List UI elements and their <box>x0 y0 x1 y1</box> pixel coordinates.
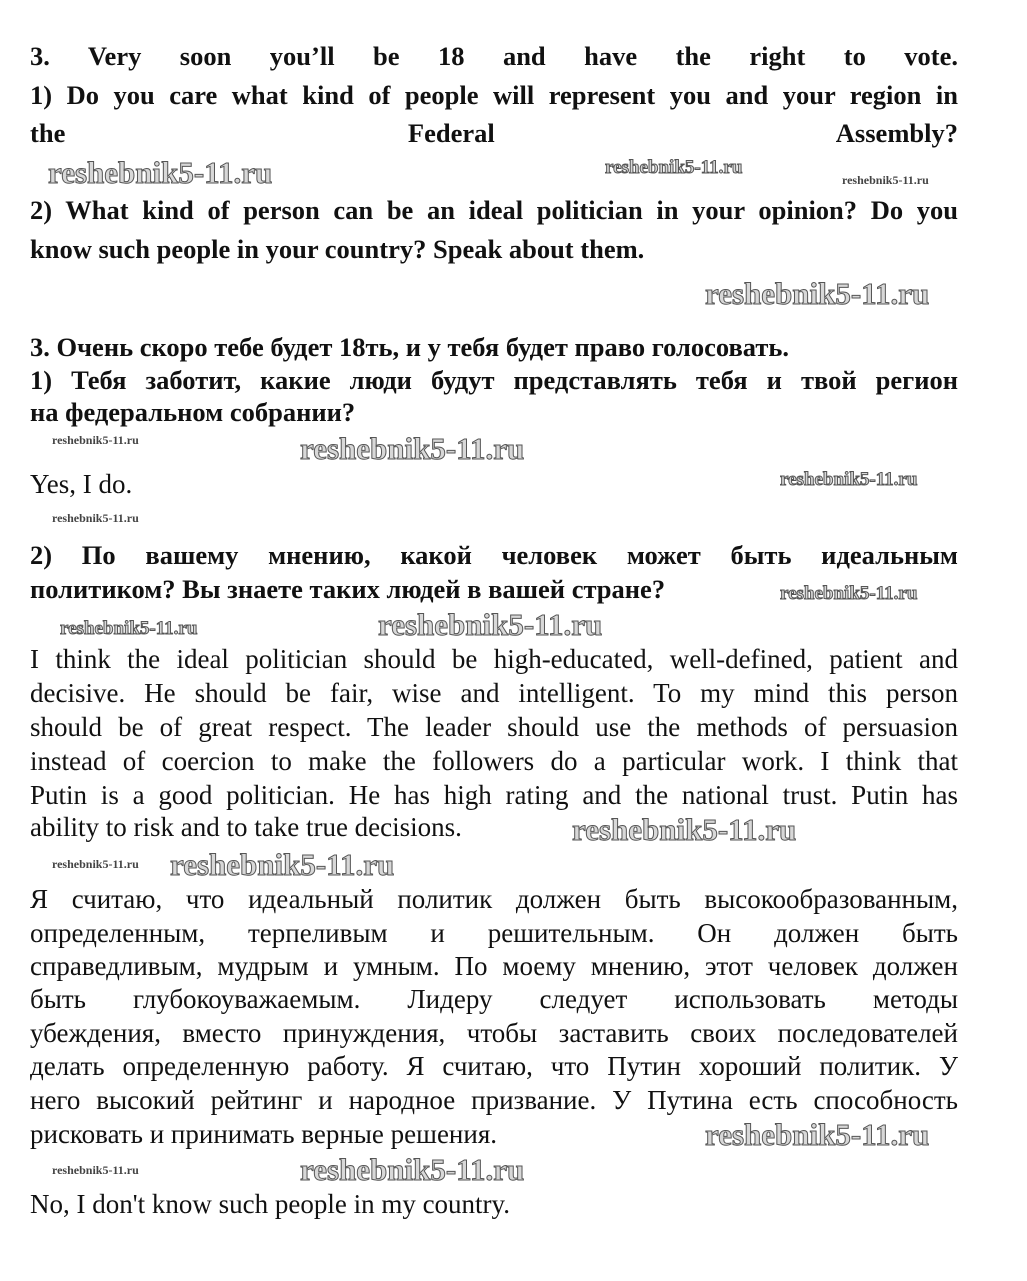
text-line: убеждения, вместо принуждения, чтобы заставить своих последователей <box>30 1018 958 1048</box>
watermark: reshebnik5-11.ru <box>48 155 273 190</box>
text-line: Yes, I do. <box>30 469 133 499</box>
text-line: справедливым, мудрым и умным. По моему мнению, этот человек должен <box>30 951 958 981</box>
text-line: should be of great respect. The leader should use the methods of persuasion <box>30 712 958 742</box>
text-line: быть глубокоуважаемым. Лидеру следует использовать методы <box>30 984 958 1014</box>
text-line: него высокий рейтинг и народное призвание. У Путина есть способность <box>30 1085 958 1115</box>
watermark: reshebnik5-11.ru <box>170 847 395 882</box>
watermark: reshebnik5-11.ru <box>705 276 930 311</box>
watermark: reshebnik5-11.ru <box>52 511 139 525</box>
text-line: the Federal Assembly? <box>30 118 958 148</box>
text-line: No, I don't know such people in my country. <box>30 1189 511 1219</box>
text-line: 2) По вашему мнению, какой человек может быть идеальным <box>30 540 958 570</box>
watermark: reshebnik5-11.ru <box>705 1117 930 1152</box>
watermark: reshebnik5-11.ru <box>52 857 139 871</box>
watermark: reshebnik5-11.ru <box>780 469 918 490</box>
text-line: instead of coercion to make the followers do a particular work. I think that <box>30 746 958 776</box>
watermark: reshebnik5-11.ru <box>378 607 603 642</box>
text-line: Putin is a good politician. He has high rating and the national trust. Putin has <box>30 780 958 810</box>
watermark: reshebnik5-11.ru <box>842 173 929 187</box>
watermark: reshebnik5-11.ru <box>300 431 525 466</box>
text-line: делать определенную работу. Я считаю, что Путин хороший политик. У <box>30 1051 958 1081</box>
watermark: reshebnik5-11.ru <box>300 1152 525 1187</box>
text-line: 3. Very soon you’ll be 18 and have the right to vote. <box>30 41 958 71</box>
watermark: reshebnik5-11.ru <box>780 583 918 604</box>
text-line: 1) Do you care what kind of people will represent you and your region in <box>30 80 958 110</box>
text-line: на федеральном собрании? <box>30 397 356 427</box>
watermark: reshebnik5-11.ru <box>52 1163 139 1177</box>
text-line: рисковать и принимать верные решения. <box>30 1119 497 1149</box>
watermark: reshebnik5-11.ru <box>605 157 743 178</box>
text-line: know such people in your country? Speak about them. <box>30 234 645 264</box>
watermark: reshebnik5-11.ru <box>60 618 198 639</box>
text-line: 3. Очень скоро тебе будет 18ть, и у тебя будет право голосовать. <box>30 332 790 362</box>
text-line: Я считаю, что идеальный политик должен быть высокообразованным, <box>30 884 958 914</box>
text-line: decisive. He should be fair, wise and intelligent. To my mind this person <box>30 678 958 708</box>
watermark: reshebnik5-11.ru <box>572 812 797 847</box>
text-line: ability to risk and to take true decisions. <box>30 812 462 842</box>
text-line: I think the ideal politician should be high-educated, well-defined, patient and <box>30 644 958 674</box>
text-line: политиком? Вы знаете таких людей в вашей стране? <box>30 574 666 604</box>
text-line: 1) Тебя заботит, какие люди будут представлять тебя и твой регион <box>30 365 958 395</box>
text-line: 2) What kind of person can be an ideal politician in your opinion? Do you <box>30 195 958 225</box>
watermark: reshebnik5-11.ru <box>52 433 139 447</box>
text-line: определенным, терпеливым и решительным. Он должен быть <box>30 918 958 948</box>
